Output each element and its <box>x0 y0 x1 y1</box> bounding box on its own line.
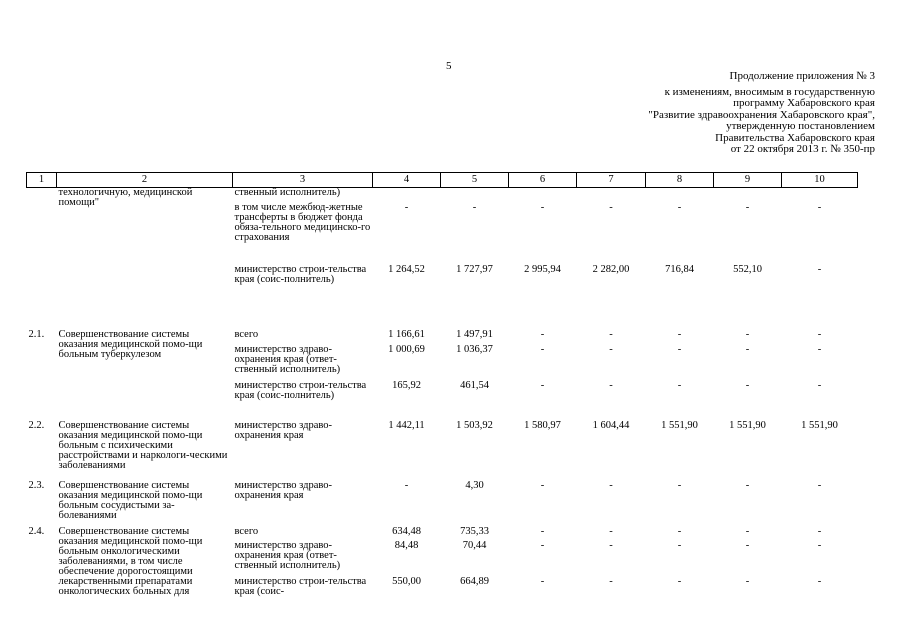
row-number: 2.1. <box>28 328 45 340</box>
value-cell: - <box>745 539 750 551</box>
table-row <box>27 527 858 541</box>
value-cell: - <box>609 525 613 537</box>
executor-cell: министерство здраво-охранения края <box>234 479 333 501</box>
value-cell: 1 604,44 <box>592 419 630 431</box>
value-cell: - <box>745 479 750 491</box>
table-row <box>27 481 858 527</box>
column-header: 1 <box>27 173 57 188</box>
value-cell <box>782 188 858 203</box>
value-cell: 1 551,90 <box>661 419 698 431</box>
column-header: 6 <box>509 173 577 188</box>
value-cell: 1 551,90 <box>801 419 838 431</box>
table-body <box>27 188 858 607</box>
executor-cell: министерство строи-тельства края (соис-полнитель) <box>234 263 367 285</box>
value-cell: - <box>817 575 822 587</box>
value-cell: - <box>677 201 682 213</box>
value-cell: 735,33 <box>460 525 489 537</box>
activity-name: технологичную, медицинской помощи" <box>58 187 193 208</box>
header-line: утвержденную постановлением <box>726 120 875 132</box>
value-cell: 4,30 <box>465 479 484 491</box>
value-cell: - <box>609 379 613 391</box>
column-header: 10 <box>782 173 858 188</box>
table-row <box>27 188 858 203</box>
value-cell: - <box>677 525 682 537</box>
activity-name: Совершенствование системы оказания медицинской помо-щи больным туберкулезом <box>58 328 203 360</box>
executor-cell: всего <box>234 525 259 537</box>
value-cell <box>373 188 441 203</box>
value-cell: 1 503,92 <box>456 419 493 431</box>
value-cell: 1 000,69 <box>388 343 425 355</box>
value-cell: 2 995,94 <box>524 263 561 275</box>
value-cell: - <box>745 575 750 587</box>
column-header: 4 <box>373 173 441 188</box>
table-row <box>27 330 858 345</box>
program-table <box>26 172 858 607</box>
value-cell: - <box>540 201 545 213</box>
column-header: 2 <box>57 173 233 188</box>
value-cell: - <box>609 575 613 587</box>
row-number: 2.2. <box>28 419 45 431</box>
activity-name: Совершенствование системы оказания медицинской помо-щи больным онкологическими заболеваниями, в том числе обеспечение дорогостоящими лекарственными препаратами онкологических больных для <box>58 525 203 597</box>
column-header: 8 <box>646 173 714 188</box>
value-cell: 1 551,90 <box>729 419 766 431</box>
value-cell: - <box>817 525 822 537</box>
value-cell: 165,92 <box>392 379 421 391</box>
row-spacer <box>27 317 858 330</box>
appendix-header <box>575 71 875 156</box>
value-cell <box>441 188 509 203</box>
value-cell: - <box>817 201 822 213</box>
value-cell: - <box>745 343 750 355</box>
activity-name: Совершенствование системы оказания медицинской помо-щи больным с психическими расстройствами и наркологи-ческими заболеваниями <box>58 419 228 471</box>
value-cell: - <box>677 479 682 491</box>
column-number-row <box>27 173 858 188</box>
value-cell: - <box>817 263 822 275</box>
value-cell: - <box>817 479 822 491</box>
value-cell: 70,44 <box>462 539 487 551</box>
column-header: 3 <box>233 173 373 188</box>
row-number: 2.3. <box>28 479 45 491</box>
value-cell <box>646 188 714 203</box>
value-cell: - <box>540 379 545 391</box>
value-cell: - <box>609 479 613 491</box>
executor-cell: министерство строи-тельства края (соис-полнитель) <box>234 379 367 401</box>
executor-cell: в том числе межбюд-жетные трансферты в бюджет фонда обяза-тельного медицинско-го страхования <box>234 201 371 243</box>
header-line: "Развитие здравоохранения Хабаровского края", <box>648 108 875 121</box>
executor-cell: министерство здраво-охранения края <box>234 419 333 441</box>
column-header: 9 <box>714 173 782 188</box>
value-cell: - <box>677 379 682 391</box>
value-cell: 461,54 <box>460 379 489 391</box>
value-cell: - <box>677 575 682 587</box>
value-cell: 1 580,97 <box>524 419 561 431</box>
header-line: программу Хабаровского края <box>733 97 875 109</box>
header-line: Правительства Хабаровского края <box>715 131 875 144</box>
value-cell: - <box>404 201 409 213</box>
value-cell: - <box>609 539 613 551</box>
value-cell: - <box>540 575 545 587</box>
value-cell: - <box>540 343 545 355</box>
row-number: 2.4. <box>28 525 45 537</box>
value-cell: - <box>745 379 750 391</box>
executor-cell: министерство здраво-охранения края (ответ-ственный исполнитель) <box>234 539 341 571</box>
value-cell: - <box>540 539 545 551</box>
value-cell: 552,10 <box>733 263 762 275</box>
value-cell: - <box>472 201 477 213</box>
value-cell: - <box>817 343 822 355</box>
value-cell: - <box>404 479 409 491</box>
value-cell: 1 497,91 <box>456 328 493 340</box>
column-header: 5 <box>441 173 509 188</box>
value-cell <box>509 188 577 203</box>
executor-cell: министерство здраво-охранения края (ответ-ственный исполнитель) <box>234 343 341 375</box>
page-number: 5 <box>446 60 452 72</box>
value-cell: - <box>540 479 545 491</box>
value-cell: - <box>609 343 613 355</box>
value-cell: 1 442,11 <box>388 419 425 431</box>
value-cell: - <box>817 539 822 551</box>
table-row <box>27 421 858 481</box>
header-title: Продолжение приложения № 3 <box>729 70 875 82</box>
value-cell: - <box>540 525 545 537</box>
value-cell <box>714 188 782 203</box>
value-cell: - <box>677 343 682 355</box>
value-cell: - <box>817 328 822 340</box>
row-number <box>27 188 57 317</box>
value-cell: 550,00 <box>392 575 421 587</box>
value-cell: 1 166,61 <box>388 328 425 340</box>
value-cell: 2 282,00 <box>592 263 630 275</box>
activity-name: Совершенствование системы оказания медицинской помо-щи больным сосудистыми за-болеваниями <box>58 479 203 521</box>
value-cell: 84,48 <box>394 539 419 551</box>
value-cell: - <box>745 328 750 340</box>
executor-cell: всего <box>234 328 259 340</box>
executor-cell: ственный исполнитель) <box>234 187 341 198</box>
value-cell: 664,89 <box>460 575 489 587</box>
value-cell: - <box>817 379 822 391</box>
header-line: от 22 октября 2013 г. № 350-пр <box>730 143 875 155</box>
value-cell: 1 727,97 <box>456 263 493 275</box>
spacer-cell <box>27 317 858 330</box>
value-cell: 1 264,52 <box>388 263 425 275</box>
value-cell <box>577 188 646 203</box>
value-cell: - <box>677 328 682 340</box>
value-cell: - <box>540 328 545 340</box>
value-cell: 634,48 <box>392 525 421 537</box>
value-cell: 1 036,37 <box>456 343 493 355</box>
header-line: к изменениям, вносимым в государственную <box>664 85 875 98</box>
value-cell: - <box>677 539 682 551</box>
value-cell: 716,84 <box>665 263 694 275</box>
value-cell: - <box>609 328 613 340</box>
column-header: 7 <box>577 173 646 188</box>
value-cell: - <box>745 525 750 537</box>
executor-cell: министерство строи-тельства края (соис- <box>234 575 367 597</box>
value-cell: - <box>609 201 613 213</box>
value-cell: - <box>745 201 750 213</box>
